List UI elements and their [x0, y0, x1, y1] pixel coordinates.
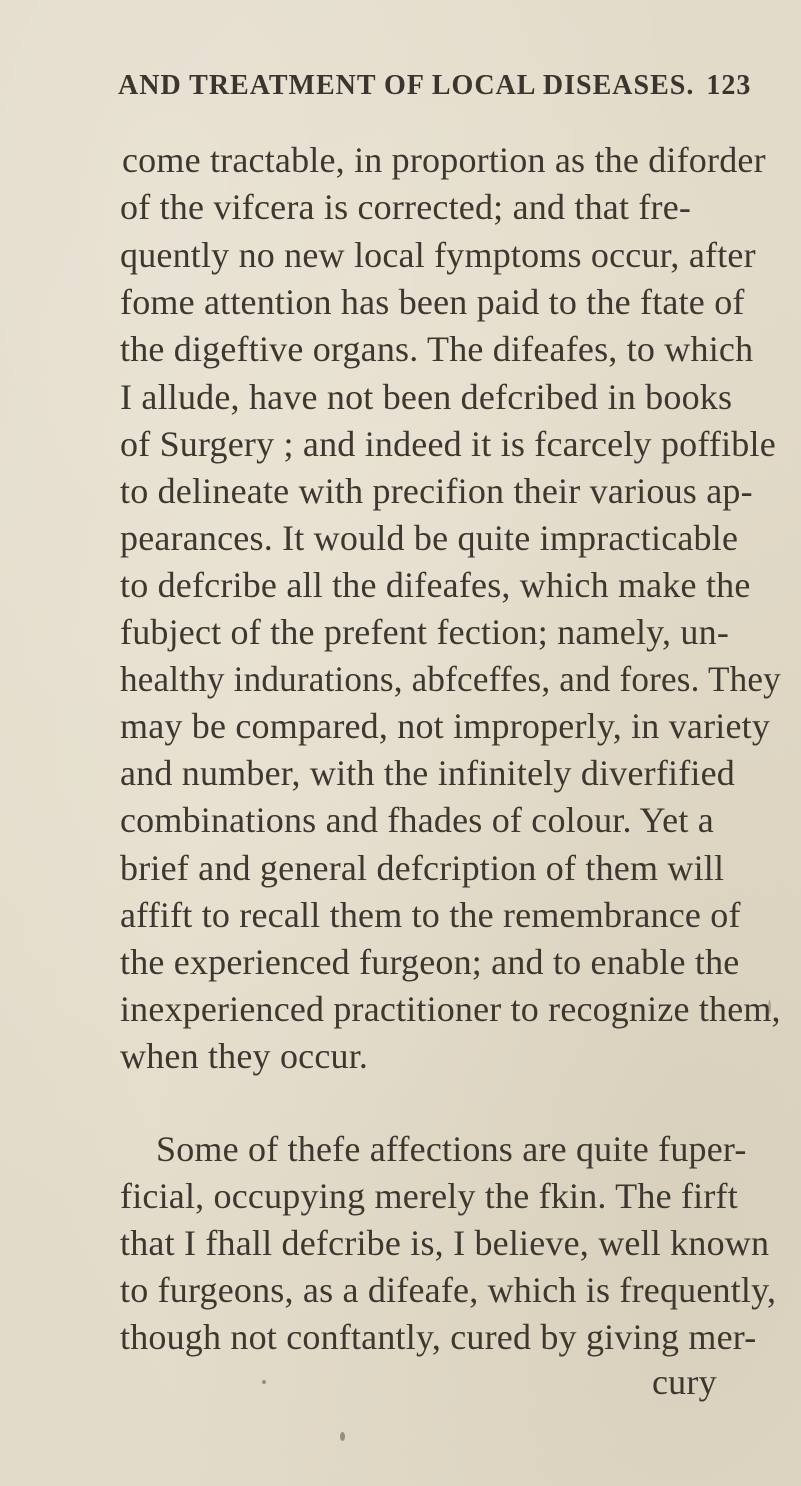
- text-line: the digeftive organs. The difeafes, to which: [120, 329, 754, 369]
- text-line: the experienced furgeon; and to enable the: [120, 942, 740, 982]
- text-line: fome attention has been paid to the ftate of: [120, 282, 745, 322]
- ink-speck: [340, 1432, 345, 1441]
- text-line: when they occur.: [120, 1036, 369, 1076]
- text-line: healthy indurations, abfceffes, and fores. They: [120, 659, 781, 699]
- catchword: cury: [652, 1362, 717, 1402]
- running-title: AND TREATMENT OF LOCAL DISEASES.: [118, 70, 695, 101]
- ink-speck: [262, 1380, 266, 1384]
- text-line: Some of thefe affections are quite fuper-: [156, 1129, 747, 1169]
- text-line: of Surgery ; and indeed it is fcarcely poffible: [120, 424, 776, 464]
- text-line: of the vifcera is corrected; and that fre-: [120, 187, 692, 227]
- text-line: fubject of the prefent fection; namely, un-: [120, 612, 730, 652]
- text-line: come tractable, in proportion as the diforder: [122, 140, 766, 180]
- text-line: pearances. It would be quite impracticable: [120, 518, 739, 558]
- text-line: though not conftantly, cured by giving mer-: [120, 1317, 757, 1357]
- text-line: and number, with the infinitely diverfified: [120, 753, 735, 793]
- ink-speck: [768, 1000, 771, 1014]
- text-line: inexperienced practitioner to recognize them,: [120, 989, 781, 1029]
- text-line: may be compared, not improperly, in variety: [120, 706, 771, 746]
- text-line: to defcribe all the difeafes, which make the: [120, 565, 751, 605]
- text-line: combinations and fhades of colour. Yet a: [120, 800, 714, 840]
- text-line: to furgeons, as a difeafe, which is frequently,: [120, 1270, 777, 1310]
- text-line: brief and general defcription of them will: [120, 848, 725, 888]
- text-line: ficial, occupying merely the fkin. The firft: [120, 1176, 738, 1216]
- text-line: I allude, have not been defcribed in books: [120, 377, 733, 417]
- running-head: [118, 70, 752, 102]
- text-line: quently no new local fymptoms occur, after: [120, 235, 756, 275]
- text-line: that I fhall defcribe is, I believe, well known: [120, 1223, 770, 1263]
- text-line: affift to recall them to the remembrance of: [120, 895, 741, 935]
- page-number: 123: [706, 70, 752, 101]
- text-line: to delineate with precifion their various ap-: [120, 471, 753, 511]
